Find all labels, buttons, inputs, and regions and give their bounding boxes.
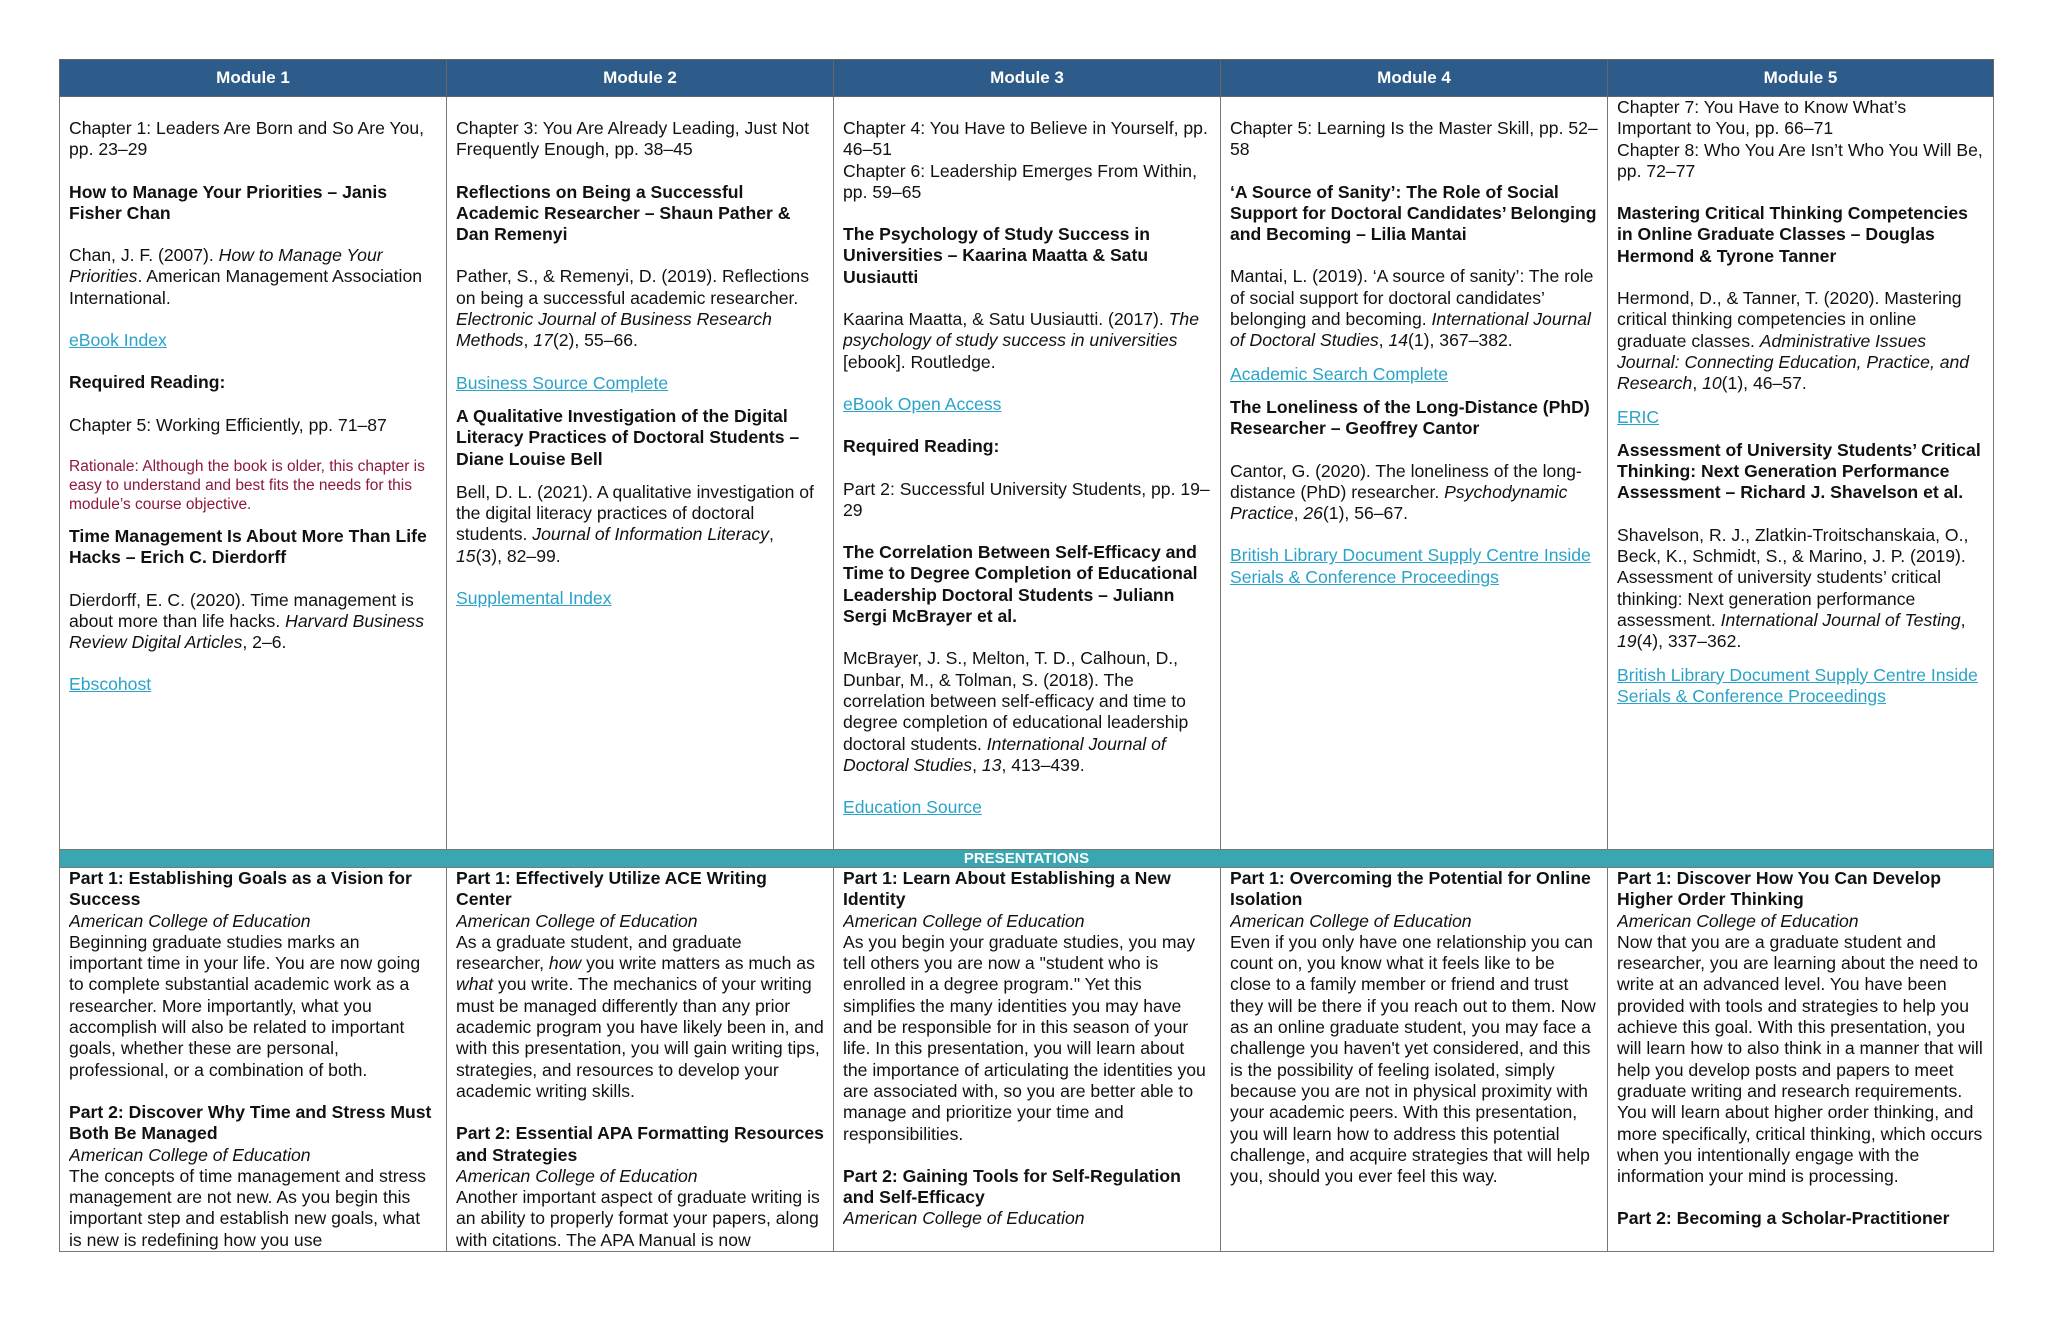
article-title: How to Manage Your Priorities – Janis Fisher Chan	[69, 181, 388, 223]
database-link[interactable]: Business Source Complete	[456, 372, 669, 393]
citation: McBrayer, J. S., Melton, T. D., Calhoun, D., Dunbar, M., & Tolman, S. (2018). The correlation between self-efficacy and time to degree completion of educational leadership doctoral students. International Journal of Doctoral Studies, 13, 413–439.	[843, 648, 1189, 775]
citation: Shavelson, R. J., Zlatkin-Troitschanskaia, O., Beck, K., Schmidt, S., & Marino, J. P. (2019). Assessment of university students’ critical thinking: Next generation performance assessment. International Journal of Testing, 19(4), 337–362.	[1617, 524, 1969, 652]
article-title: Mastering Critical Thinking Competencies in Online Graduate Classes – Douglas Hermond & Tyrone Tanner	[1617, 203, 1968, 266]
article-title: The Correlation Between Self-Efficacy and Time to Degree Completion of Educational Leadership Doctoral Students – Juliann Sergi McBrayer et al.	[843, 542, 1198, 627]
module-1-readings	[60, 97, 447, 850]
module-5-readings	[1608, 97, 1994, 850]
module-4-presentations	[1221, 868, 1608, 1252]
chapter-reading: Chapter 7: You Have to Know What’s Important to You, pp. 66–71	[1617, 97, 1907, 139]
presentation-description: As you begin your graduate studies, you may tell others you are now a "student who is enrolled in a degree program." Yet this simplifies the many identities you may have and be responsible for in this season of your life. In this presentation, you will learn about the importance of articulating the identities you are associated with, so you are better able to manage and prioritize your time and responsibilities.	[843, 931, 1206, 1144]
presentation-title: Part 2: Essential APA Formatting Resources and Strategies	[456, 1123, 824, 1165]
presentation-source: American College of Education	[69, 910, 311, 931]
citation: Dierdorff, E. C. (2020). Time management is about more than life hacks. Harvard Business Review Digital Articles, 2–6.	[69, 589, 424, 653]
presentation-title: Part 2: Becoming a Scholar-Practitioner	[1617, 1208, 1950, 1229]
part-reading: Part 2: Successful University Students, pp. 19–29	[843, 478, 1210, 520]
module-4-header: Module 4	[1221, 60, 1608, 97]
presentations-label: PRESENTATIONS	[60, 850, 1994, 868]
presentation-title: Part 1: Effectively Utilize ACE Writing Center	[456, 868, 767, 910]
citation: Bell, D. L. (2021). A qualitative investigation of the digital literacy practices of doctoral students. Journal of Information Literacy, 15(3), 82–99.	[456, 481, 814, 566]
presentation-title: Part 2: Discover Why Time and Stress Must Both Be Managed	[69, 1101, 432, 1144]
course-table	[59, 59, 1993, 1252]
presentation-source: American College of Education	[843, 1208, 1085, 1229]
chapter-reading: Chapter 6: Leadership Emerges From Within, pp. 59–65	[843, 160, 1197, 202]
article-title: The Psychology of Study Success in Universities – Kaarina Maatta & Satu Uusiautti	[843, 224, 1150, 287]
presentation-description: Now that you are a graduate student and researcher, you are learning about the need to write at an advanced level. You have been provided with tools and strategies to help you achieve this goal. With this presentation, you will learn how to also think in a manner that will help you develop posts and papers to meet graduate writing and research requirements. You will learn about higher order thinking, and more specifically, critical thinking, which occurs when you intentionally engage with the information your mind is processing.	[1617, 931, 1983, 1187]
article-title: A Qualitative Investigation of the Digital Literacy Practices of Doctoral Students – Diane Louise Bell	[456, 405, 800, 469]
article-title: Time Management Is About More Than Life Hacks – Erich C. Dierdorff	[69, 525, 427, 568]
chapter-reading: Chapter 3: You Are Already Leading, Just Not Frequently Enough, pp. 38–45	[456, 118, 810, 160]
presentation-description: The concepts of time management and stress management are not new. As you begin this important step and establish new goals, what is new is redefining how you use	[69, 1165, 426, 1250]
module-1-header: Module 1	[60, 60, 447, 97]
required-reading-label: Required Reading:	[843, 436, 1000, 457]
module-2-presentations	[447, 868, 834, 1252]
presentations-band	[60, 850, 1994, 868]
citation: Kaarina Maatta, & Satu Uusiautti. (2017). The psychology of study success in universities [ebook]. Routledge.	[843, 309, 1199, 372]
module-3-header: Module 3	[834, 60, 1221, 97]
presentation-source: American College of Education	[456, 910, 698, 931]
citation: Hermond, D., & Tanner, T. (2020). Mastering critical thinking competencies in online graduate classes. Administrative Issues Journal: Connecting Education, Practice, and Research, 10(1), 46–57.	[1617, 288, 1970, 394]
article-title: ‘A Source of Sanity’: The Role of Social Support for Doctoral Candidates’ Belonging and Becoming – Lilia Mantai	[1230, 181, 1597, 245]
database-link[interactable]: Supplemental Index	[456, 588, 612, 609]
chapter-reading: Chapter 5: Learning Is the Master Skill, pp. 52–58	[1230, 118, 1598, 160]
presentation-source: American College of Education	[1617, 910, 1859, 931]
database-link[interactable]: Academic Search Complete	[1230, 363, 1449, 384]
database-link[interactable]: Education Source	[843, 797, 982, 818]
citation: Cantor, G. (2020). The loneliness of the long-distance (PhD) researcher. Psychodynamic Practice, 26(1), 56–67.	[1230, 460, 1582, 524]
article-title: Reflections on Being a Successful Academic Researcher – Shaun Pather & Dan Remenyi	[456, 181, 791, 245]
presentation-source: American College of Education	[843, 910, 1085, 931]
citation: Chan, J. F. (2007). How to Manage Your Priorities. American Management Association International.	[69, 245, 423, 308]
presentation-title: Part 2: Gaining Tools for Self-Regulation and Self-Efficacy	[843, 1165, 1181, 1208]
presentation-title: Part 1: Learn About Establishing a New Identity	[843, 868, 1171, 910]
chapter-reading: Chapter 1: Leaders Are Born and So Are You, pp. 23–29	[69, 118, 425, 160]
presentation-source: American College of Education	[69, 1144, 311, 1165]
database-link[interactable]: eBook Open Access	[843, 393, 1002, 414]
presentation-source: American College of Education	[456, 1165, 698, 1186]
required-reading-label: Required Reading:	[69, 372, 226, 393]
presentation-title: Part 1: Discover How You Can Develop Higher Order Thinking	[1617, 868, 1941, 910]
presentation-title: Part 1: Establishing Goals as a Vision for Success	[69, 868, 412, 910]
presentation-description: Another important aspect of graduate writing is an ability to properly format your papers, along with citations. The APA Manual is now	[456, 1187, 820, 1250]
citation: Pather, S., & Remenyi, D. (2019). Reflections on being a successful academic researcher. Electronic Journal of Business Research Methods, 17(2), 55–66.	[456, 266, 810, 351]
article-title: Assessment of University Students’ Critical Thinking: Next Generation Performance Assessment – Richard J. Shavelson et al.	[1617, 439, 1981, 503]
chapter-reading: Chapter 8: Who You Are Isn’t Who You Will Be, pp. 72–77	[1617, 139, 1983, 181]
module-2-header: Module 2	[447, 60, 834, 97]
chapter-reading: Chapter 4: You Have to Believe in Yourself, pp. 46–51	[843, 118, 1208, 160]
presentation-description: Even if you only have one relationship you can count on, you know what it feels like to be close to a family member or friend and trust they will be there if you reach out to them. Now as an online graduate student, you may face a challenge you haven't yet considered, and this is the possibility of feeling isolated, simply because you are not in physical proximity with your academic peers. With this presentation, you will learn how to address this potential challenge, and acquire strategies that will help you, should you ever feel this way.	[1230, 931, 1596, 1187]
presentation-title: Part 1: Overcoming the Potential for Online Isolation	[1230, 868, 1591, 910]
module-3-readings	[834, 97, 1221, 850]
database-link[interactable]: Ebscohost	[69, 674, 152, 695]
module-2-readings	[447, 97, 834, 850]
module-5-presentations	[1608, 868, 1994, 1252]
database-link[interactable]: British Library Document Supply Centre Inside Serials & Conference Proceedings	[1617, 664, 1978, 706]
presentation-description: As a graduate student, and graduate researcher, how you write matters as much as what you write. The mechanics of your writing must be managed differently than any prior academic program you have likely been in, and with this presentation, you will gain writing tips, strategies, and resources to develop your academic writing skills.	[456, 931, 824, 1101]
module-header-row	[60, 60, 1994, 97]
module-1-presentations	[60, 868, 447, 1252]
article-title: The Loneliness of the Long-Distance (PhD) Researcher – Geoffrey Cantor	[1230, 396, 1590, 439]
rationale-note: Rationale: Although the book is older, this chapter is easy to understand and best fits the needs for this module’s course objective.	[69, 457, 425, 513]
module-5-header: Module 5	[1608, 60, 1994, 97]
presentations-row	[60, 868, 1994, 1252]
chapter-reading: Chapter 5: Working Efficiently, pp. 71–87	[69, 414, 387, 435]
database-link[interactable]: eBook Index	[69, 330, 167, 351]
database-link[interactable]: ERIC	[1617, 406, 1660, 427]
citation: Mantai, L. (2019). ‘A source of sanity’: The role of social support for doctoral candidates’ belonging and becoming. International Journal of Doctoral Studies, 14(1), 367–382.	[1230, 266, 1594, 351]
readings-row	[60, 97, 1994, 850]
module-4-readings	[1221, 97, 1608, 850]
presentation-description: Beginning graduate studies marks an important time in your life. You are now going to complete substantial academic work as a researcher. More importantly, what you accomplish will also be related to important goals, whether these are personal, professional, or a combination of both.	[69, 931, 421, 1080]
presentation-source: American College of Education	[1230, 910, 1472, 931]
module-3-presentations	[834, 868, 1221, 1252]
database-link[interactable]: British Library Document Supply Centre Inside Serials & Conference Proceedings	[1230, 545, 1591, 587]
